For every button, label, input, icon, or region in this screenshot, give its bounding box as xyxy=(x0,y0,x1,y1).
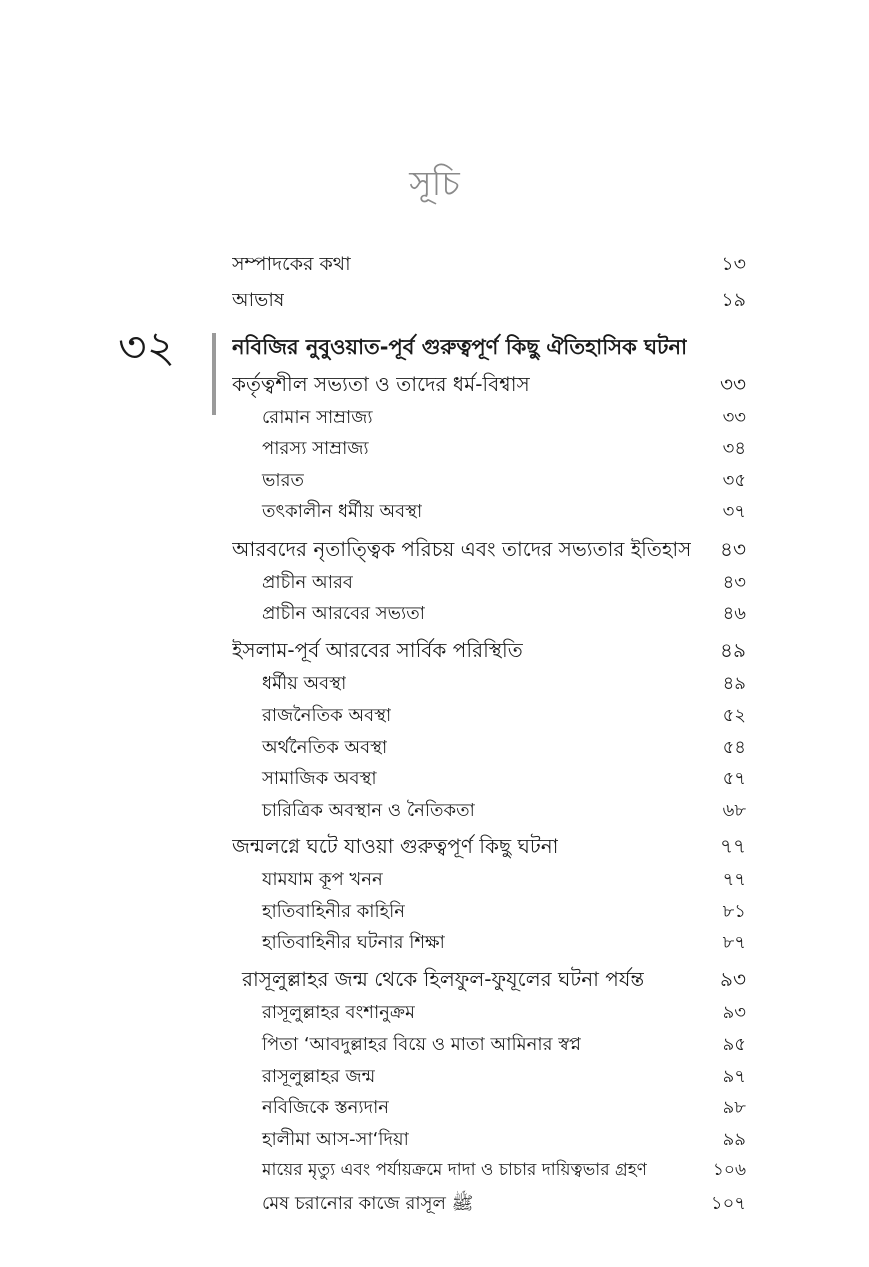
toc-subentry[interactable] xyxy=(232,403,746,434)
toc-subentry[interactable] xyxy=(232,497,746,528)
toc-section-page: ৪৯ xyxy=(720,638,746,662)
toc-subentry-page: ৪৯ xyxy=(722,673,746,694)
toc-subentry[interactable] xyxy=(232,897,746,928)
toc-subentry-page: ৯৫ xyxy=(722,1034,746,1055)
toc-subentry-label: মায়ের মৃত্যু এবং পর্যায়ক্রমে দাদা ও চাচার দায়িত্বভার গ্রহণ xyxy=(262,1160,647,1180)
toc-subentry-page: ৮৭ xyxy=(722,932,746,953)
page-title: সূচি xyxy=(409,164,460,204)
toc-subentry-page: ৪৩ xyxy=(722,572,746,593)
toc-subentry-label: তৎকালীন ধর্মীয় অবস্থা xyxy=(262,501,423,522)
toc-subentry-page: ৭৭ xyxy=(722,869,746,890)
toc-subentry-label: পিতা ‘আবদুল্লাহর বিয়ে ও মাতা আমিনার স্বপ্ন xyxy=(262,1034,581,1055)
toc-subentry[interactable] xyxy=(232,701,746,732)
toc-subentry-page: ৯৭ xyxy=(722,1066,746,1087)
toc-subentry-label: চারিত্রিক অবস্থান ও নৈতিকতা xyxy=(262,800,475,821)
toc-entry-page: ১৩ xyxy=(721,253,746,275)
toc-subentry-page: ৫২ xyxy=(722,705,746,726)
chapter-number: ৩২ xyxy=(118,322,176,373)
toc-subentry-label: অর্থনৈতিক অবস্থা xyxy=(262,737,388,758)
toc-subentry[interactable] xyxy=(232,865,746,896)
toc-section[interactable] xyxy=(232,636,746,669)
toc-subentry-label: পারস্য সাম্রাজ্য xyxy=(262,438,369,459)
toc-subentry-label: প্রাচীন আরব xyxy=(262,572,353,593)
toc-section-label: ইসলাম-পূর্ব আরবের সার্বিক পরিস্থিতি xyxy=(232,638,523,662)
toc-section-label: আরবদের নৃতাত্ত্বিক পরিচয় এবং তাদের সভ্যতার ইতিহাস xyxy=(232,537,692,561)
toc-section-page: ৭৭ xyxy=(719,834,746,858)
toc-subentry-page: ৩৩ xyxy=(722,407,746,428)
toc-subentry[interactable] xyxy=(232,669,746,700)
toc-subentry[interactable] xyxy=(232,1093,746,1124)
toc-subentry[interactable] xyxy=(232,1030,746,1061)
toc-subentry-label: মেষ চরানোর কাজে রাসূল ﷺ xyxy=(262,1193,474,1214)
toc-subentry-page: ১০৭ xyxy=(710,1193,746,1214)
toc-entry[interactable] xyxy=(232,286,746,318)
toc-subentry-page: ৫৪ xyxy=(722,737,746,758)
toc-subentry[interactable] xyxy=(232,568,746,599)
toc-subentry-page: ৯৯ xyxy=(722,1129,746,1150)
toc-subentry[interactable] xyxy=(232,599,746,630)
chapter-heading[interactable] xyxy=(232,331,752,366)
toc-subentry[interactable] xyxy=(232,1062,746,1093)
toc-subentry-page: ৯৩ xyxy=(722,1002,746,1023)
toc-subentry-page: ৪৬ xyxy=(722,603,746,624)
toc-subentry[interactable] xyxy=(232,764,746,795)
toc-section-label: রাসূলুল্লাহর জন্ম থেকে হিলফুল-ফুযূলের ঘটনা পর্যন্ত xyxy=(242,967,645,991)
toc-subentry-page: ৫৭ xyxy=(722,768,746,789)
toc-subentry-label: রাসূলুল্লাহর জন্ম xyxy=(262,1066,376,1087)
toc-subentry[interactable] xyxy=(232,434,746,465)
toc-entry[interactable] xyxy=(232,250,746,282)
toc-subentry-label: হাতিবাহিনীর ঘটনার শিক্ষা xyxy=(262,932,445,953)
toc-subentry[interactable] xyxy=(232,796,746,827)
toc-subentry-page: ৬৮ xyxy=(722,800,746,821)
toc-subentry-label: ভারত xyxy=(262,470,305,491)
toc-subentry[interactable] xyxy=(232,1157,746,1185)
toc-subentry-label: রাজনৈতিক অবস্থা xyxy=(262,705,392,726)
toc-section[interactable] xyxy=(232,965,746,998)
toc-subentry[interactable] xyxy=(232,998,746,1029)
toc-subentry-page: ৮১ xyxy=(722,901,746,922)
toc-subentry-label: হাতিবাহিনীর কাহিনি xyxy=(262,901,406,922)
toc-section-page: ৪৩ xyxy=(720,537,746,561)
toc-subentry-page: ৩৭ xyxy=(722,501,746,522)
toc-subentry[interactable] xyxy=(232,1125,746,1156)
toc-subentry[interactable] xyxy=(232,928,746,959)
toc-section[interactable] xyxy=(232,832,746,865)
toc-subentry-label: রাসূলুল্লাহর বংশানুক্রম xyxy=(262,1002,415,1023)
toc-subentry-label: হালীমা আস-সা‘দিয়া xyxy=(262,1129,409,1150)
toc-entry-label: সম্পাদকের কথা xyxy=(232,253,351,275)
toc-subentry-page: ১০৬ xyxy=(712,1160,746,1180)
toc-subentry-page: ৩৪ xyxy=(722,438,746,459)
toc-subentry[interactable] xyxy=(232,733,746,764)
toc-subentry-label: রোমান সাম্রাজ্য xyxy=(262,407,373,428)
toc-section-page: ৩৩ xyxy=(719,372,746,396)
toc-subentry[interactable] xyxy=(232,466,746,497)
toc-subentry-page: ৯৮ xyxy=(722,1097,746,1118)
chapter-heading-label: নবিজির নুবুওয়াত-পূর্ব গুরুত্বপূর্ণ কিছু ঐতিহাসিক ঘটনা xyxy=(232,335,688,359)
toc-subentry-label: প্রাচীন আরবের সভ্যতা xyxy=(262,603,426,624)
toc-entry-page: ১৯ xyxy=(721,289,746,311)
toc-subentry-label: সামাজিক অবস্থা xyxy=(262,768,377,789)
toc-subentry[interactable] xyxy=(232,1189,746,1220)
toc-section[interactable] xyxy=(232,370,746,403)
toc-subentry-page: ৩৫ xyxy=(722,470,746,491)
toc-section-page: ৯৩ xyxy=(720,967,746,991)
toc-entry-label: আভাষ xyxy=(232,289,285,311)
toc-subentry-label: যামযাম কূপ খনন xyxy=(262,869,383,890)
toc-section[interactable] xyxy=(232,535,746,568)
toc-subentry-label: ধর্মীয় অবস্থা xyxy=(262,673,347,694)
toc-section-label: কর্তৃত্বশীল সভ্যতা ও তাদের ধর্ম-বিশ্বাস xyxy=(232,372,530,396)
toc-subentry-label: নবিজিকে স্তন্যদান xyxy=(262,1097,390,1118)
toc-section-label: জন্মলগ্নে ঘটে যাওয়া গুরুত্বপূর্ণ কিছু ঘটনা xyxy=(232,834,559,858)
